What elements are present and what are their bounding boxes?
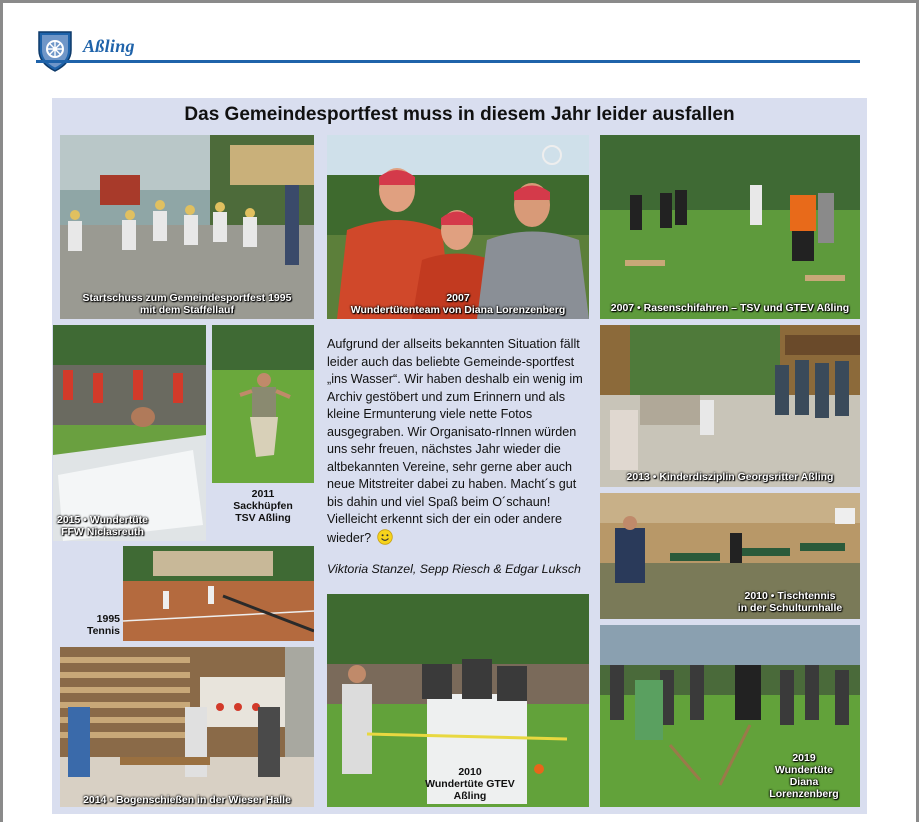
article-body-text: Aufgrund der allseits bekannten Situation fällt leider auch das beliebte Gemeinde-sportfest „ins Wasser“. Wir haben deshalb ein wenig im Archiv gestöbert und zum Erinnern und als kleine Ermunterung viele nette Fotos ausgegraben. Wir Organisato-rInnen würden uns sehr freuen, nächstes Jahr wieder die altbekannten Vereine, sehr gerne aber auch neue Mitstreiter dabei zu haben. Macht´s gut bis dahin und viel Spaß beim O´schaun! Vielleicht erkennt sich der — [327, 337, 583, 526]
caption-staffellauf-1995 — [66, 292, 308, 316]
caption-line: mit dem Staffellauf — [140, 304, 234, 316]
photo-tennis-1995 — [123, 546, 314, 641]
caption-line: Sackhüpfen — [233, 500, 293, 512]
photo-sackhuepfen-2011 — [212, 325, 314, 483]
article-body-tail: ein oder andere wieder? — [327, 512, 563, 545]
caption-line: 2013 • Kinderdisziplin Georgsritter Aßling — [626, 471, 834, 483]
caption-line: Wundertüte GTEV — [425, 778, 515, 790]
caption-line: 2007 • Rasenschifahren – TSV und GTEV Aßling — [610, 302, 850, 314]
header-rule — [36, 60, 860, 63]
caption-wundertuetenteam-2007 — [333, 292, 583, 316]
caption-line: 2015 • Wundertüte — [56, 514, 148, 526]
caption-line: 2007 — [446, 292, 470, 304]
caption-bogenschiessen-2014 — [66, 794, 308, 806]
page-border-left — [0, 0, 3, 822]
smiley-icon — [377, 529, 393, 545]
photo-wundertuete-ffw-2015 — [53, 325, 206, 541]
photo-bogenschiessen-2014 — [60, 647, 314, 807]
caption-line: Wundertüte — [774, 764, 834, 776]
caption-line: Lorenzenberg — [769, 788, 839, 800]
article-signature: Viktoria Stanzel, Sepp Riesch & Edgar Luksch — [327, 562, 581, 576]
caption-tischtennis-2010 — [720, 590, 860, 614]
caption-line: TSV Aßling — [235, 512, 291, 524]
caption-line: Tennis — [86, 625, 120, 637]
caption-tennis-1995 — [62, 613, 120, 637]
page-border-top — [0, 0, 919, 3]
caption-line: FFW Niclasreuth — [61, 526, 144, 538]
article-body — [327, 336, 589, 547]
caption-line: 2019 — [792, 752, 816, 764]
coat-of-arms-icon — [37, 30, 73, 72]
caption-wundertuete-diana-2019 — [748, 752, 860, 800]
municipality-title: Aßling — [83, 36, 135, 56]
caption-rasenschifahren-2007 — [604, 302, 856, 314]
caption-wundertuete-gtev-2010 — [408, 766, 532, 802]
caption-line: Wundertütenteam von Diana Lorenzenberg — [350, 304, 566, 316]
caption-line: 2011 — [251, 488, 275, 500]
caption-line: 2014 • Bogenschießen in der Wieser Halle — [83, 794, 291, 806]
article-headline: Das Gemeindesportfest muss in diesem Jahr leider ausfallen — [184, 104, 735, 125]
caption-line: in der Schulturnhalle — [737, 602, 843, 614]
caption-wundertuete-ffw-2015 — [55, 514, 150, 538]
caption-line: Startschuss zum Gemeindesportfest 1995 — [82, 292, 292, 304]
photo-rasenschifahren-2007 — [600, 135, 860, 319]
caption-line: 1995 — [96, 613, 120, 625]
caption-line: 2010 — [458, 766, 482, 778]
caption-line: Aßling — [453, 790, 487, 802]
caption-sackhuepfen-2011 — [212, 488, 314, 524]
caption-line: 2010 • Tischtennis — [744, 590, 836, 602]
caption-line: Diana — [789, 776, 819, 788]
caption-kinderdisziplin-2013 — [604, 471, 856, 483]
photo-kinderdisziplin-2013 — [600, 325, 860, 487]
